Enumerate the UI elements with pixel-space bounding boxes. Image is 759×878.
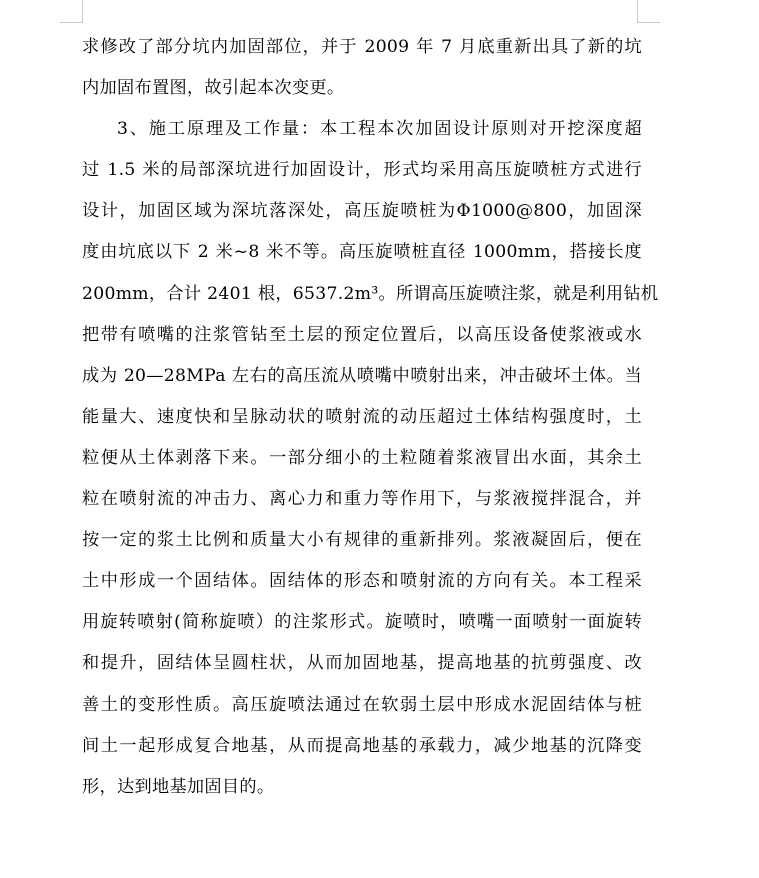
paragraph-line: 土中形成一个固结体。固结体的形态和喷射流的方向有关。本工程采	[82, 571, 642, 592]
paragraph-line: 能量大、速度快和呈脉动状的喷射流的动压超过土体结构强度时，土	[82, 406, 642, 427]
paragraph-line: 善土的变形性质。高压旋喷法通过在软弱土层中形成水泥固结体与桩	[82, 694, 642, 715]
document-body	[82, 27, 659, 808]
crop-mark-top-left	[60, 0, 83, 23]
paragraph-line: 成为 20—28MPa 左右的高压流从喷嘴中喷射出来，冲击破坏土体。当	[82, 365, 642, 386]
paragraph-line: 粒在喷射流的冲击力、离心力和重力等作用下，与浆液搅拌混合，并	[82, 489, 642, 510]
paragraph-line: 用旋转喷射(简称旋喷）的注浆形式。旋喷时，喷嘴一面喷射一面旋转	[82, 612, 642, 633]
paragraph-line: 求修改了部分坑内加固部位，并于 2009 年 7 月底重新出具了新的坑	[82, 37, 642, 57]
paragraph-line: 间土一起形成复合地基，从而提高地基的承载力，减少地基的沉降变	[82, 735, 642, 756]
paragraph-line: 200mm，合计 2401 根，6537.2m³。所谓高压旋喷注浆，就是利用钻机	[82, 283, 659, 304]
crop-mark-top-right	[637, 0, 660, 23]
paragraph-line: 设计，加固区域为深坑落深处，高压旋喷桩为Φ1000@800，加固深	[82, 201, 642, 222]
paragraph-line: 度由坑底以下 2 米~8 米不等。高压旋喷桩直径 1000mm，搭接长度	[82, 242, 642, 263]
paragraph-line: 过 1.5 米的局部深坑进行加固设计，形式均采用高压旋喷桩方式进行	[82, 160, 642, 181]
paragraph-line: 内加固布置图，故引起本次变更。	[82, 78, 345, 99]
paragraph-line: 按一定的浆土比例和质量大小有规律的重新排列。浆液凝固后，便在	[82, 530, 642, 551]
paragraph-line: 把带有喷嘴的注浆管钻至土层的预定位置后，以高压设备使浆液或水	[82, 324, 642, 345]
paragraph-line: 和提升，固结体呈圆柱状，从而加固地基，提高地基的抗剪强度、改	[82, 653, 642, 674]
paragraph-line: 粒便从土体剥落下来。一部分细小的土粒随着浆液冒出水面，其余土	[82, 447, 642, 468]
paragraph-line: 3、施工原理及工作量：本工程本次加固设计原则对开挖深度超	[117, 119, 642, 140]
paragraph-line: 形，达到地基加固目的。	[82, 776, 275, 797]
